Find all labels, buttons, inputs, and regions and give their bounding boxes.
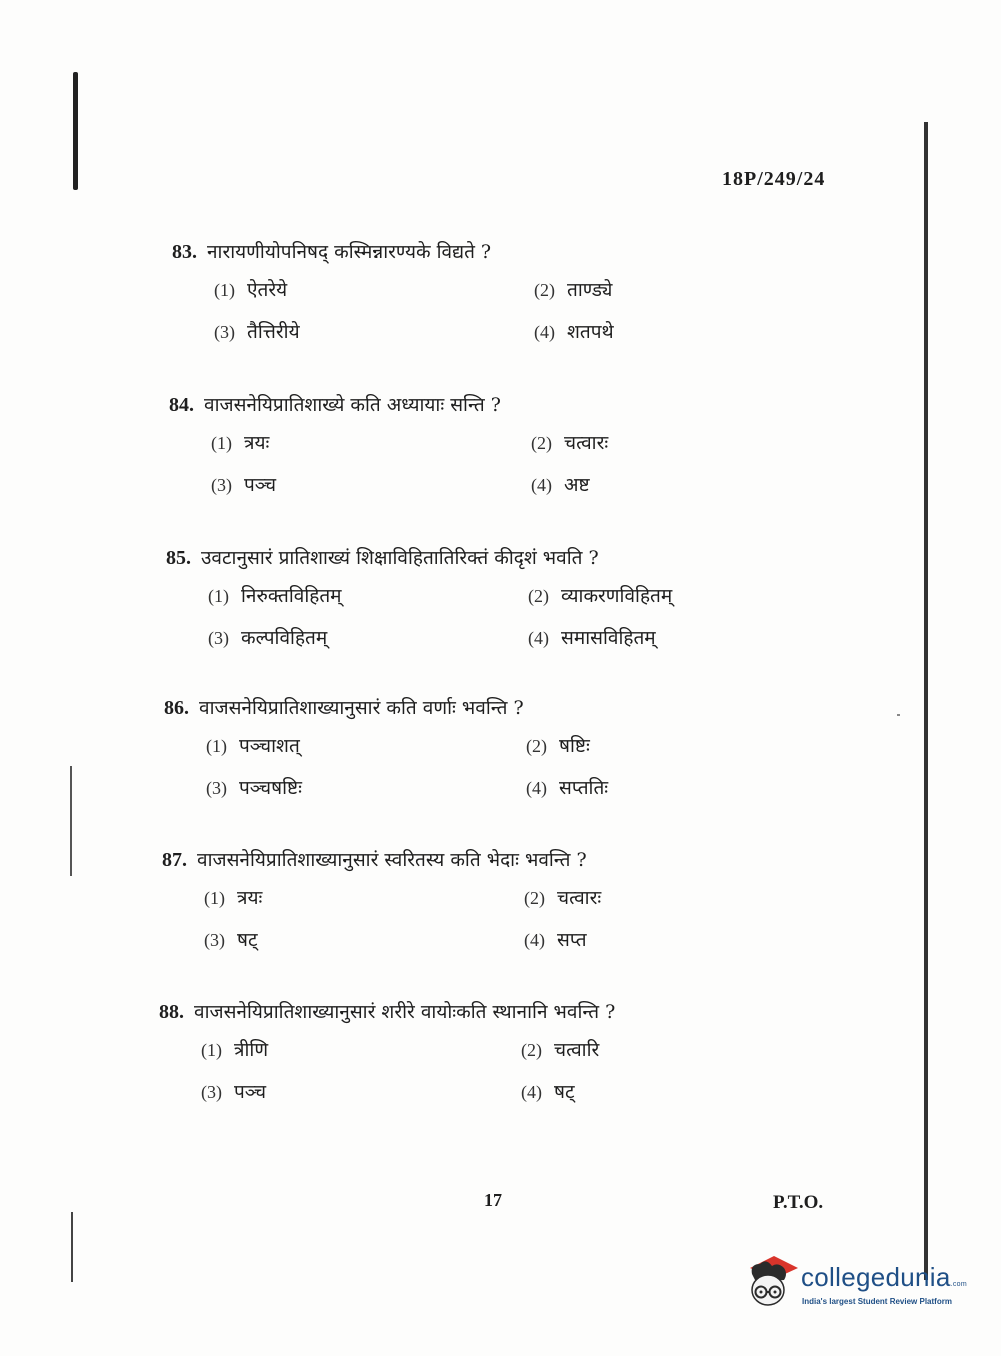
question-text: नारायणीयोपनिषद् कस्मिन्नारण्यके विद्यते ? [207, 241, 492, 263]
option-3: (3) पञ्च [211, 474, 277, 496]
option-2: (2) षष्टिः [526, 735, 590, 757]
option-2: (2) चत्वारः [524, 887, 602, 909]
option-1: (1) त्रीणि [201, 1039, 269, 1061]
question-text: वाजसनेयिप्रातिशाख्यानुसारं शरीरे वायोःकति स्थानानि भवन्ति ? [194, 1001, 616, 1023]
logo-tagline: India's largest Student Review Platform [802, 1297, 952, 1306]
option-4: (4) शतपथे [534, 321, 614, 343]
scan-edge-mark [73, 72, 78, 190]
option-3: (3) कल्पविहितम् [208, 627, 328, 649]
option-1: (1) ऐतरेये [214, 279, 288, 301]
question-text: उवटानुसारं प्रातिशाख्यं शिक्षाविहितातिरिक्तं कीदृशं भवति ? [201, 547, 599, 569]
option-2: (2) चत्वारः [531, 432, 609, 454]
question-number: 85. [166, 547, 191, 569]
question-number: 86. [164, 697, 189, 719]
question-text: वाजसनेयिप्रातिशाख्यानुसारं स्वरितस्य कति भेदाः भवन्ति ? [197, 849, 587, 871]
pto-label: P.T.O. [773, 1192, 824, 1213]
question-number: 83. [172, 241, 197, 263]
page-number: 17 [484, 1190, 502, 1210]
option-3: (3) पञ्चषष्टिः [206, 777, 302, 799]
option-2: (2) चत्वारि [521, 1039, 600, 1061]
logo-dotcom: .com [950, 1281, 967, 1288]
question-number: 88. [159, 1001, 184, 1023]
scan-edge-mark [70, 766, 72, 876]
paper-code: 18P/249/24 [722, 168, 826, 190]
option-3: (3) तैत्तिरीये [214, 321, 300, 343]
option-2: (2) व्याकरणविहितम् [528, 585, 673, 607]
option-1: (1) पञ्चाशत् [206, 735, 300, 757]
graduate-mascot-icon [744, 1252, 800, 1312]
option-4: (4) समासविहितम् [528, 627, 656, 649]
option-4: (4) सप्ततिः [526, 777, 609, 799]
question-text: वाजसनेयिप्रातिशाख्यानुसारं कति वर्णाः भवन्ति ? [199, 697, 524, 719]
option-2: (2) ताण्ड्ये [534, 279, 613, 301]
question-85 [166, 544, 786, 672]
option-4: (4) षट् [521, 1081, 575, 1103]
option-4: (4) सप्त [524, 929, 587, 951]
scan-edge-mark [71, 1212, 73, 1282]
option-4: (4) अष्ट [531, 474, 590, 496]
option-1: (1) निरुक्तविहितम् [208, 585, 342, 607]
question-number: 87. [162, 849, 187, 871]
question-84 [169, 391, 789, 519]
question-86 [164, 694, 784, 822]
option-3: (3) पञ्च [201, 1081, 267, 1103]
collegedunia-logo [744, 1252, 969, 1316]
question-88 [159, 998, 779, 1126]
option-1: (1) त्रयः [204, 887, 263, 909]
question-87 [162, 846, 782, 974]
question-text: वाजसनेयिप्रातिशाख्ये कति अध्यायाः सन्ति ? [204, 394, 501, 416]
scan-edge-mark [924, 122, 928, 1280]
logo-brand-name: collegedunia [801, 1262, 951, 1292]
option-3: (3) षट् [204, 929, 258, 951]
option-1: (1) त्रयः [211, 432, 270, 454]
question-number: 84. [169, 394, 194, 416]
question-83 [172, 238, 792, 366]
scan-speck [897, 714, 900, 716]
